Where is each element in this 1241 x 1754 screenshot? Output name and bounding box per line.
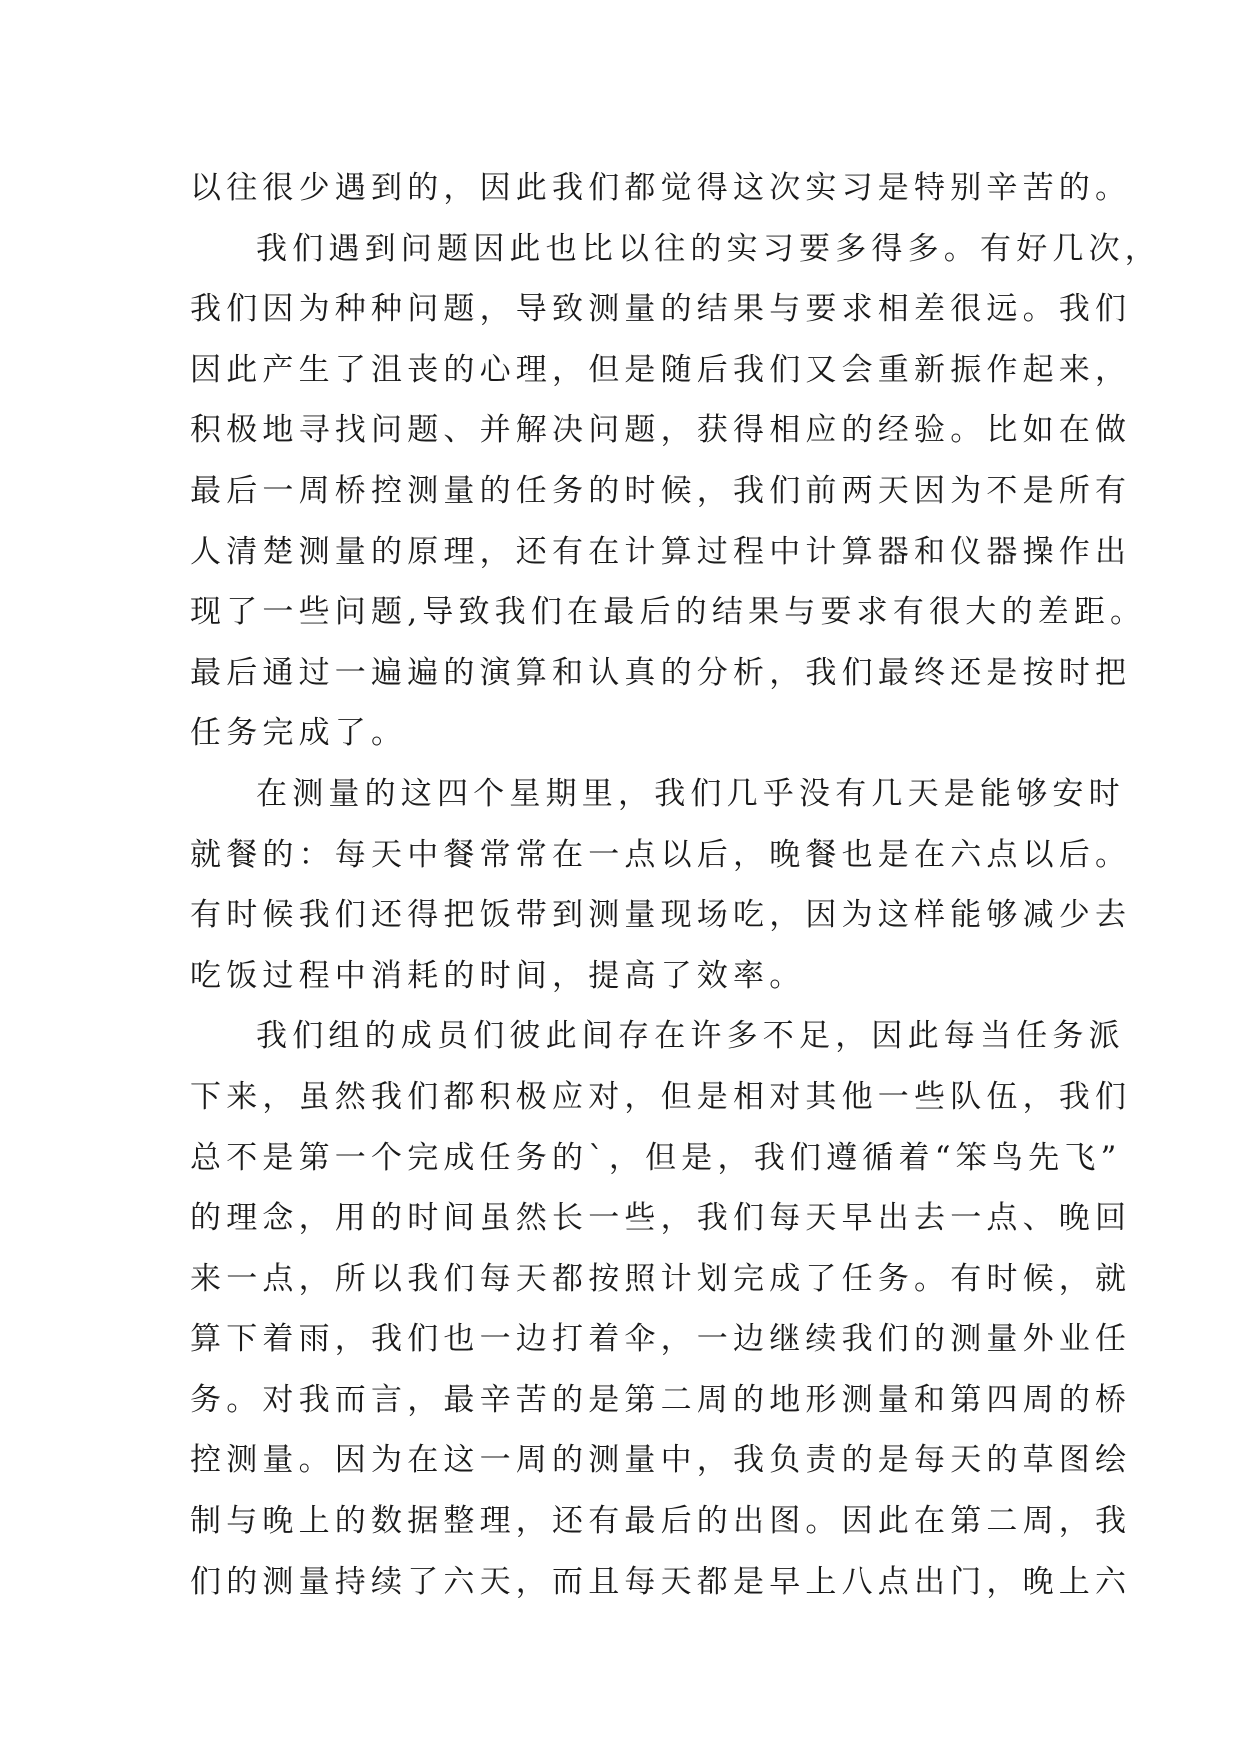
text-line: 下来，虽然我们都积极应对，但是相对其他一些队伍，我们 [190,1078,1132,1115]
text-line: 务。对我而言，最辛苦的是第二周的地形测量和第四周的桥 [190,1381,1132,1418]
text-line: 人清楚测量的原理，还有在计算过程中计算器和仪器操作出 [190,533,1132,570]
text-line: 任务完成了。 [190,715,408,752]
text-line: 们的测量持续了六天，而且每天都是早上八点出门，晚上六 [190,1563,1132,1600]
text-line: 最后通过一遍遍的演算和认真的分析，我们最终还是按时把 [190,654,1132,691]
text-line: 控测量。因为在这一周的测量中，我负责的是每天的草图绘 [190,1442,1132,1479]
text-line: 最后一周桥控测量的任务的时候，我们前两天因为不是所有 [190,472,1132,509]
text-line: 以往很少遇到的，因此我们都觉得这次实习是特别辛苦的。 [190,170,1132,206]
text-line: 总不是第一个完成任务的`，但是，我们遵循着“笨鸟先飞” [190,1139,1122,1176]
text-line: 就餐的：每天中餐常常在一点以后，晚餐也是在六点以后。 [190,836,1132,873]
paragraph-first-line: 在测量的这四个星期里，我们几乎没有几天是能够安时 [256,775,1125,812]
text-line: 算下着雨，我们也一边打着伞，一边继续我们的测量外业任 [190,1321,1132,1358]
text-line: 吃饭过程中消耗的时间，提高了效率。 [190,957,806,994]
text-line: 因此产生了沮丧的心理，但是随后我们又会重新振作起来， [190,351,1132,388]
body-text [190,158,1161,1612]
text-line: 的理念，用的时间虽然长一些，我们每天早出去一点、晚回 [190,1200,1132,1237]
paragraph-first-line: 我们组的成员们彼此间存在许多不足，因此每当任务派 [256,1018,1125,1055]
text-line: 制与晚上的数据整理，还有最后的出图。因此在第二周，我 [190,1503,1132,1540]
text-line: 我们因为种种问题，导致测量的结果与要求相差很远。我们 [190,291,1132,328]
paragraph-first-line: 我们遇到问题因此也比以往的实习要多得多。有好几次， [256,230,1161,267]
text-line: 有时候我们还得把饭带到测量现场吃，因为这样能够减少去 [190,897,1132,934]
text-line: 积极地寻找问题、并解决问题，获得相应的经验。比如在做 [190,412,1132,449]
text-line: 来一点，所以我们每天都按照计划完成了任务。有时候，就 [190,1260,1132,1297]
text-line: 现了一些问题,导致我们在最后的结果与要求有很大的差距。 [190,594,1147,631]
